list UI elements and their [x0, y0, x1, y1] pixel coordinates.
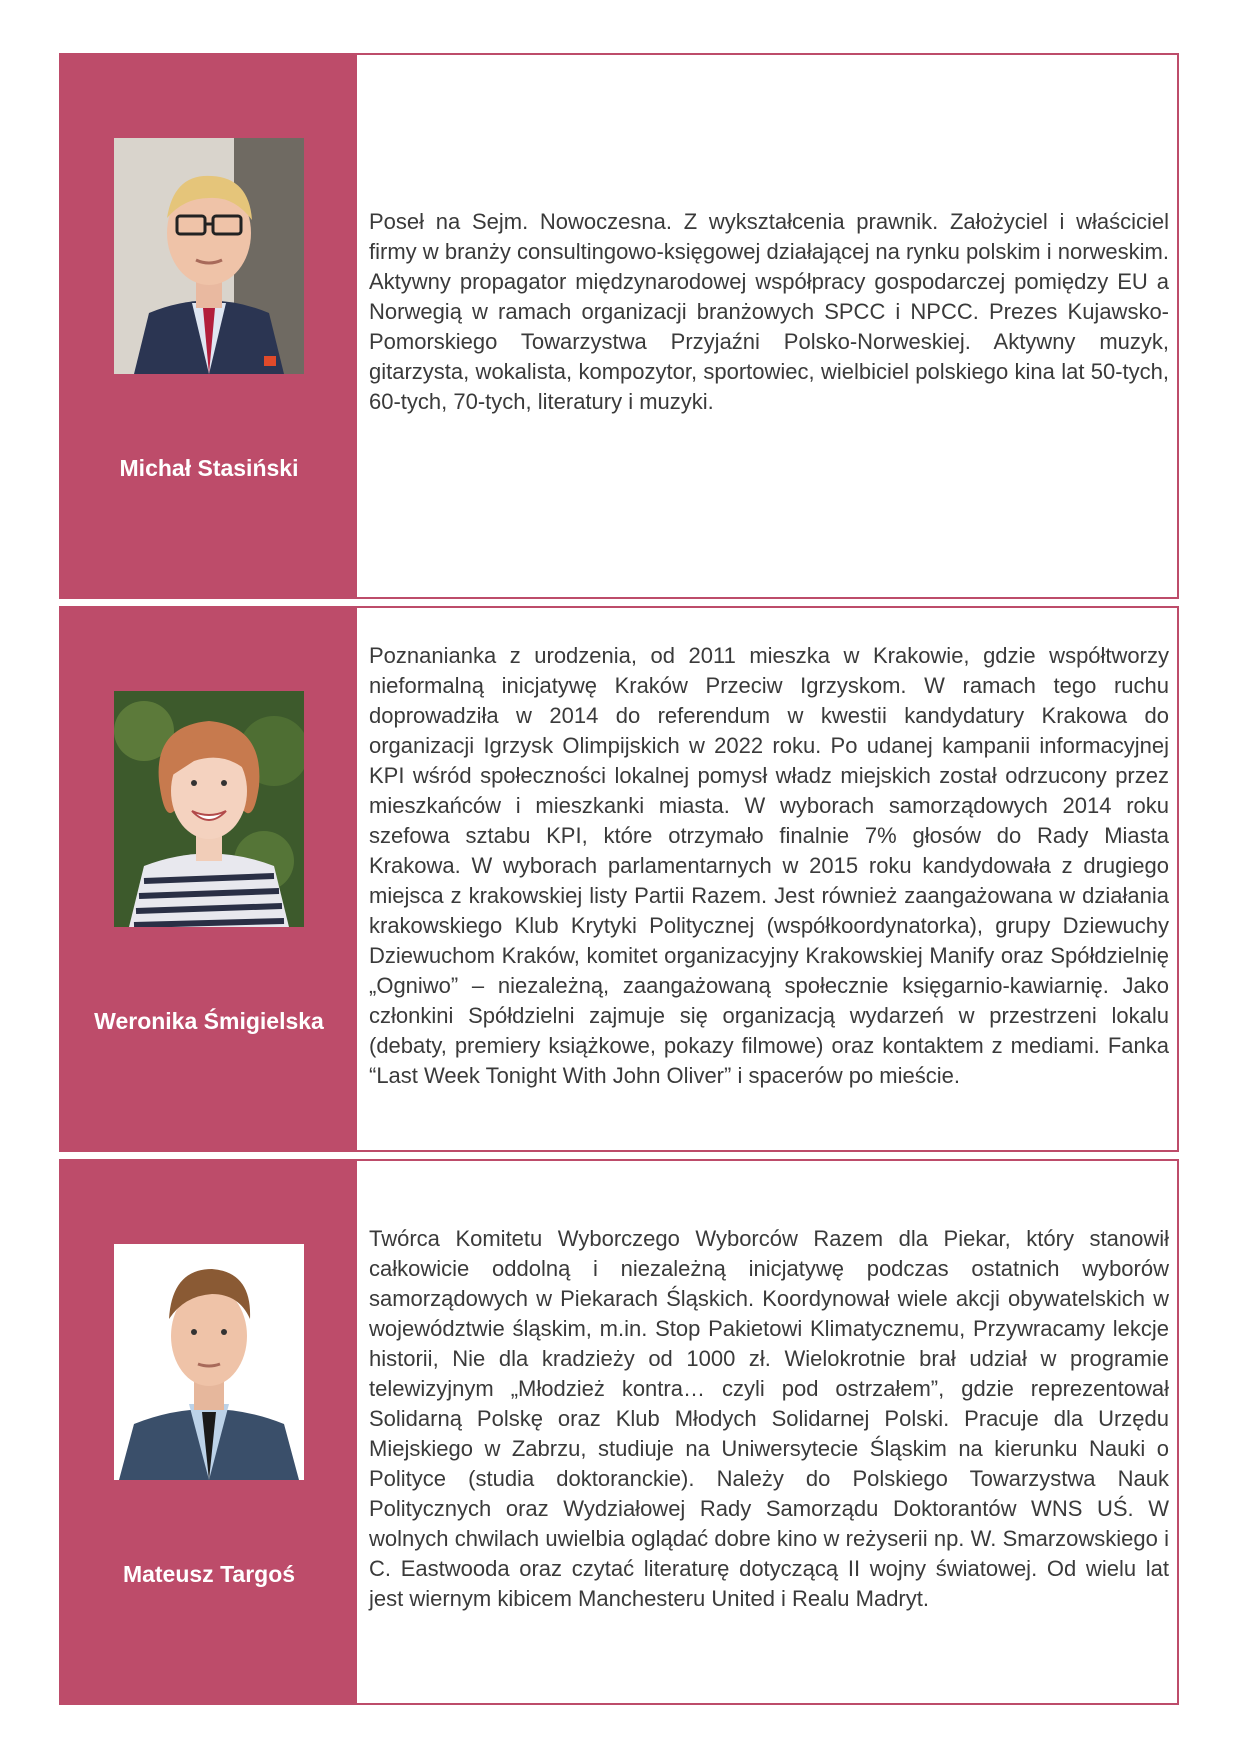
profile-sidebar: [61, 608, 357, 1150]
profile-card: [59, 1159, 1179, 1705]
profile-photo: [114, 138, 304, 374]
portrait-photo-icon: [114, 1244, 304, 1480]
profile-name: Mateusz Targoś: [122, 1561, 296, 1587]
profile-card: [59, 53, 1179, 599]
profile-card: [59, 606, 1179, 1152]
portrait-photo-icon: [114, 691, 304, 927]
portrait-photo-icon: [114, 138, 304, 374]
profile-bio: Poznanianka z urodzenia, od 2011 mieszka w Krakowie, gdzie współtworzy nieformalną inicjatywę Kraków Przeciw Igrzyskom. W ramach tego ruchu doprowadziła w 2014 do referendum w kwestii kandydatury Krakowa do organizacji Igrzysk Olimpijskich w 2022 roku. Po udanej kampanii informacyjnej KPI wśród społeczności lokalnej pomysł władz miejskich został odrzucony przez mieszkańców i mieszkanki miasta. W wyborach samorządowych 2014 roku szefowa sztabu KPI, które otrzymało finalnie 7% głosów do Rady Miasta Krakowa. W wyborach parlamentarnych w 2015 roku kandydowała z drugiego miejsca z krakowskiej listy Partii Razem. Jest również zaangażowana w działania krakowskiego Klub Krytyki Politycznej (współkoordynatorka), grupy Dziewuchy Dziewuchom Kraków, komitet organizacyjny Krakowskiej Manify oraz Spółdzielnię „Ogniwo” – niezależną, zaangażowaną społecznie księgarnio-kawiarnię. Jako członkini Spółdzielni zajmuje się organizacją wydarzeń w przestrzeni lokalu (debaty, premiery książkowe, pokazy filmowe) oraz kontaktem z mediami. Fanka “Last Week Tonight With John Oliver” i spacerów po mieście.: [369, 643, 1169, 1088]
profile-bio: Poseł na Sejm. Nowoczesna. Z wykształcenia prawnik. Założyciel i właściciel firmy w branży consultingowo-księgowej działającej na rynku polskim i norweskim. Aktywny propagator międzynarodowej współpracy gospodarczej pomiędzy EU a Norwegią w ramach organizacji branżowych SPCC i NPCC. Prezes Kujawsko-Pomorskiego Towarzystwa Przyjaźni Polsko-Norweskiej. Aktywny muzyk, gitarzysta, wokalista, kompozytor, sportowiec, wielbiciel polskiego kina lat 50-tych, 60-tych, 70-tych, literatury i muzyki.: [369, 209, 1169, 414]
profile-name: Michał Stasiński: [119, 455, 299, 481]
profile-photo: [114, 1244, 304, 1480]
profile-sidebar: [61, 1161, 357, 1703]
profile-sidebar: [61, 55, 357, 597]
profile-name: Weronika Śmigielska: [94, 1008, 324, 1034]
profile-photo: [114, 691, 304, 927]
profile-bio: Twórca Komitetu Wyborczego Wyborców Razem dla Piekar, który stanowił całkowicie oddolną i niezależną inicjatywę podczas ostatnich wyborów samorządowych w Piekarach Śląskich. Koordynował wiele akcji obywatelskich w województwie śląskim, m.in. Stop Pakietowi Klimatycznemu, Przywracamy lekcje historii, Nie dla kradzieży od 1000 zł. Wielokrotnie brał udział w programie telewizyjnym „Młodzież kontra… czyli pod ostrzałem”, gdzie reprezentował Solidarną Polskę oraz Klub Młodych Solidarnej Polski. Pracuje dla Urzędu Miejskiego w Zabrzu, studiuje na Uniwersytecie Śląskim na kierunku Nauki o Polityce (studia doktoranckie). Należy do Polskiego Towarzystwa Nauk Politycznych oraz Wydziałowej Rady Samorządu Doktorantów WNS UŚ. W wolnych chwilach uwielbia oglądać dobre kino w reżyserii np. W. Smarzowskiego i C. Eastwooda oraz czytać literaturę dotyczącą II wojny światowej. Od wielu lat jest wiernym kibicem Manchesteru United i Realu Madryt.: [369, 1226, 1169, 1611]
